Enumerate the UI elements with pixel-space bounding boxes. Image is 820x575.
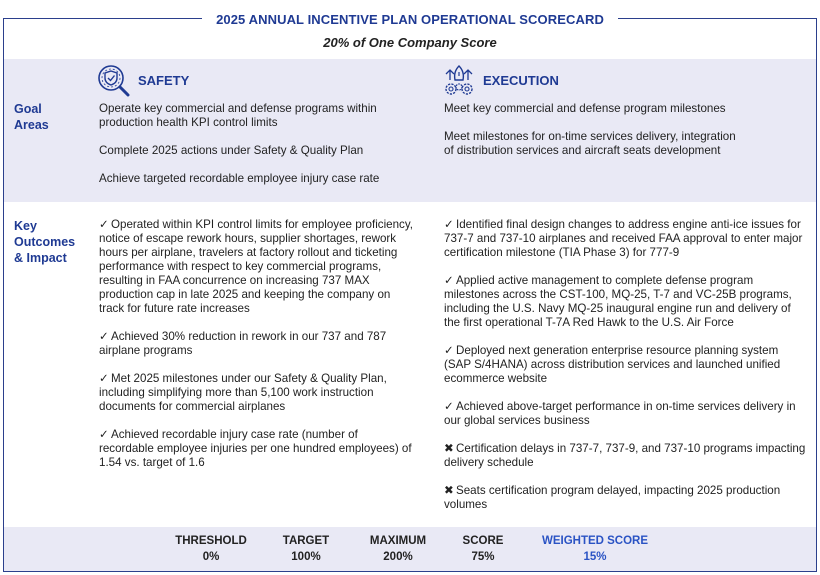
safety-header bbox=[96, 63, 189, 97]
goal-item: Operate key commercial and defense programs within production health KPI control limits bbox=[99, 102, 377, 129]
check-icon: ✓ bbox=[444, 274, 454, 287]
stat-value: 0% bbox=[202, 551, 220, 563]
check-icon: ✓ bbox=[99, 218, 109, 231]
page-title: 2025 ANNUAL INCENTIVE PLAN OPERATIONAL SCORECARD bbox=[202, 12, 618, 27]
goal-areas-label bbox=[14, 101, 49, 133]
check-icon: ✓ bbox=[99, 372, 109, 385]
goal-item: Achieve targeted recordable employee injury case rate bbox=[99, 172, 380, 185]
goal-item: Meet milestones for on-time services delivery, integration of distribution services and aircraft seats development bbox=[444, 130, 736, 157]
check-icon: ✓ bbox=[444, 400, 454, 413]
goal-item: Meet key commercial and defense program milestones bbox=[444, 102, 726, 115]
page-subtitle: 20% of One Company Score bbox=[323, 35, 497, 50]
execution-header bbox=[441, 63, 559, 97]
safety-goals bbox=[99, 102, 404, 186]
x-icon: ✖ bbox=[444, 484, 454, 497]
outcome-text: Deployed next generation enterprise resource planning system (SAP S/4HANA) across distribution services and launched unified ecommerce website bbox=[444, 344, 781, 385]
outcome-item bbox=[99, 428, 415, 470]
outcome-item bbox=[444, 400, 806, 428]
rocket-gears-icon bbox=[441, 63, 477, 97]
stat-value: 100% bbox=[291, 551, 321, 563]
safety-title: SAFETY bbox=[138, 72, 190, 88]
execution-goals bbox=[444, 102, 744, 158]
outcome-item bbox=[99, 330, 415, 358]
outcome-item bbox=[444, 344, 806, 386]
outcome-text: Met 2025 milestones under our Safety & Quality Plan, including simplifying more than 5,100 work instruction documents for commercial airplanes bbox=[99, 372, 387, 413]
outcome-item bbox=[444, 442, 806, 470]
outcome-text: Certification delays in 737-7, 737-9, and 737-10 programs impacting delivery schedule bbox=[444, 442, 806, 469]
outcome-label-line: & Impact bbox=[14, 251, 67, 265]
outcome-text: Seats certification program delayed, impacting 2025 production volumes bbox=[444, 484, 781, 511]
stat-weighted-score bbox=[532, 534, 658, 565]
stat-label: MAXIMUM bbox=[369, 535, 427, 547]
outcome-item bbox=[99, 218, 415, 316]
stat-score bbox=[450, 534, 516, 565]
goal-item: Complete 2025 actions under Safety & Quality Plan bbox=[99, 144, 364, 157]
stat-threshold bbox=[168, 534, 254, 565]
goal-label-line: Goal bbox=[14, 102, 42, 116]
stat-value: 75% bbox=[471, 551, 495, 563]
goal-label-line: Areas bbox=[14, 118, 49, 132]
outcome-text: Applied active management to complete defense program milestones across the CST-100, MQ-25, T-7 and VC-25B programs, including the U.S. Navy MQ-25 inaugural engine run and delivery of the first operational T-7A Red Hawk to the U.S. Air Force bbox=[444, 274, 792, 329]
outcome-text: Achieved recordable injury case rate (number of recordable employee injuries per one hundred employees) of 1.54 vs. target of 1.6 bbox=[99, 428, 412, 469]
outcomes-label bbox=[14, 218, 75, 266]
stat-label: WEIGHTED SCORE bbox=[541, 535, 649, 547]
outcome-item bbox=[99, 372, 415, 414]
outcome-label-line: Outcomes bbox=[14, 235, 76, 249]
check-icon: ✓ bbox=[99, 428, 109, 441]
outcome-text: Achieved 30% reduction in rework in our 737 and 787 airplane programs bbox=[99, 330, 387, 357]
outcome-text: Identified final design changes to address engine anti-ice issues for 737-7 and 737-10 airplanes and received FAA approval to enter major certification milestone (TIA Phase 3) for 777-9 bbox=[444, 218, 803, 259]
title-wrap bbox=[0, 0, 820, 29]
outcome-item bbox=[444, 218, 806, 260]
outcome-text: Operated within KPI control limits for employee proficiency, notice of escape rework hours, supplier shortages, rework hours per airplane, travelers at factory rollout and ticketing performance with respect to key commercial programs, resulting in FAA concurrence on increasing 737 MAX production cap in late 2025 and keeping the company on track for future rate increases bbox=[99, 218, 413, 315]
outcome-item bbox=[444, 274, 806, 330]
check-icon: ✓ bbox=[99, 330, 109, 343]
outcome-label-line: Key bbox=[14, 219, 37, 233]
stat-value: 15% bbox=[583, 551, 607, 563]
execution-title: EXECUTION bbox=[483, 72, 559, 88]
stat-label: TARGET bbox=[282, 535, 330, 547]
outcome-item bbox=[444, 484, 806, 512]
stat-label: SCORE bbox=[462, 535, 504, 547]
stat-value: 200% bbox=[383, 551, 413, 563]
shield-check-icon bbox=[96, 63, 132, 97]
stat-label: THRESHOLD bbox=[175, 535, 247, 547]
safety-outcomes bbox=[99, 218, 415, 470]
x-icon: ✖ bbox=[444, 442, 454, 455]
outcome-text: Achieved above-target performance in on-time services delivery in our global services business bbox=[444, 400, 796, 427]
execution-outcomes bbox=[444, 218, 806, 512]
stat-target bbox=[268, 534, 344, 565]
check-icon: ✓ bbox=[444, 344, 454, 357]
stat-maximum bbox=[358, 534, 438, 565]
check-icon: ✓ bbox=[444, 218, 454, 231]
